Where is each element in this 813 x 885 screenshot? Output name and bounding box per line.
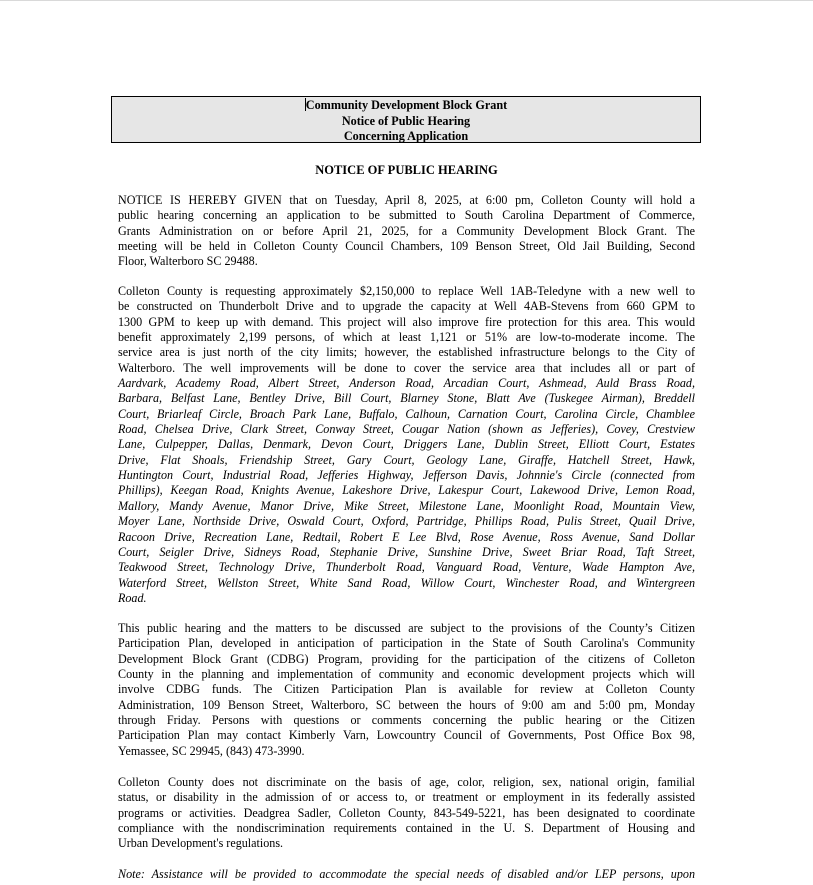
text-line: public hearing concerning an application to be submitted to South Carolina Department of Commerce, bbox=[118, 208, 695, 223]
paragraph-nondiscrimination bbox=[118, 775, 695, 852]
paragraph-hearing-notice bbox=[118, 193, 695, 270]
text-line: 1300 GPM to keep up with demand. This project will also improve fire protection for this area. This would bbox=[118, 314, 695, 329]
paragraph-project-description bbox=[118, 284, 695, 606]
text-line: Floor, Walterboro SC 29488. bbox=[118, 254, 258, 269]
text-line: This public hearing and the matters to be discussed are subject to the provisions of the County’s Citizen bbox=[118, 621, 695, 635]
street-list-line: Road, Chelsea Drive, Clark Street, Conway Street, Cougar Nation (shown as Jefferies), Covey, Crestview bbox=[118, 422, 695, 437]
header-line-2: Notice of Public Hearing bbox=[341, 113, 471, 128]
text-line: Yemassee, SC 29945, (843) 473-3990. bbox=[118, 743, 305, 758]
street-list-line: Teakwood Street, Technology Drive, Thunderbolt Road, Vanguard Road, Venture, Wade Hampton Ave, bbox=[118, 560, 695, 575]
street-list-line: Racoon Drive, Recreation Lane, Redtail, Robert E Lee Blvd, Rose Avenue, Ross Avenue, Sand Dollar bbox=[118, 529, 695, 544]
text-line: benefit approximately 2,199 persons, of which at least 1,121 or 51% are low-to-moderate income. The bbox=[118, 330, 695, 345]
street-list-line: Mallory, Mandy Avenue, Manor Drive, Mike Street, Milestone Lane, Moonlight Road, Mountain View, bbox=[118, 498, 695, 513]
street-list-line: Barbara, Belfast Lane, Bentley Drive, Bill Court, Blarney Stone, Blatt Ave (Tuskegee Airman), Breddell bbox=[118, 391, 695, 406]
text-line: Participation Plan may contact Kimberly Varn, Lowcountry Council of Governments, Post Office Box 98, bbox=[118, 728, 695, 743]
header-line-3: Concerning Application bbox=[343, 129, 469, 144]
street-list-line: Huntington Court, Industrial Road, Jefferies Highway, Jefferson Davis, Johnnie's Circle (connected from bbox=[118, 468, 695, 483]
street-list-line: Road. bbox=[118, 590, 147, 605]
street-list-line: Moyer Lane, Northside Drive, Oswald Court, Oxford, Partridge, Phillips Road, Pulis Street, Quail Drive, bbox=[118, 514, 695, 529]
notice-title: NOTICE OF PUBLIC HEARING bbox=[315, 163, 498, 177]
note-line: Note: Assistance will be provided to accommodate the special needs of disabled and/or LEP persons, upon bbox=[118, 867, 695, 881]
text-line: Urban Development's regulations. bbox=[118, 836, 284, 851]
paragraph-citizen-participation bbox=[118, 621, 695, 759]
page-top-border bbox=[0, 0, 813, 1]
paragraph-accessibility-note bbox=[118, 867, 695, 882]
street-list-line: Aardvark, Academy Road, Albert Street, Anderson Road, Arcadian Court, Ashmead, Auld Brass Road, bbox=[118, 376, 695, 391]
text-line: County in the planning and implementation of community and economic development projects which will bbox=[118, 667, 695, 682]
street-list-line: Phillips), Keegan Road, Knights Avenue, Lakeshore Drive, Lakespur Court, Lakewood Drive, Lemon Road, bbox=[118, 483, 695, 498]
document-header-box bbox=[111, 96, 701, 143]
street-list-line: Waterford Street, Wellston Street, White Sand Road, Willow Court, Winchester Road, and Wintergreen bbox=[118, 575, 695, 590]
street-list-line: Drive, Flat Shoals, Friendship Street, Gary Court, Geology Lane, Giraffe, Hatchell Street, Hawk, bbox=[118, 452, 695, 467]
street-list-line: Court, Seigler Drive, Sidneys Road, Stephanie Drive, Sunshine Drive, Sweet Briar Road, Taft Street, bbox=[118, 544, 695, 559]
text-line: status, or disability in the admission of or access to, or treatment or employment in its federally assisted bbox=[118, 790, 695, 805]
text-line: meeting will be held in Colleton County Council Chambers, 109 Benson Street, Old Jail Building, Second bbox=[118, 239, 695, 254]
text-line: Administration, 109 Benson Street, Walterboro, SC between the hours of 9:00 am and 5:00 pm, Monday bbox=[118, 697, 695, 712]
text-line: programs or activities. Deadgrea Sadler, Colleton County, 843-549-5221, has been designated to coordinate bbox=[118, 805, 695, 820]
text-line: involve CDBG funds. The Citizen Participation Plan is available for review at Colleton County bbox=[118, 682, 695, 697]
text-line: Colleton County does not discriminate on the basis of age, color, religion, sex, national origin, familial bbox=[118, 775, 695, 789]
text-line: Colleton County is requesting approximately $2,150,000 to replace Well 1AB-Teledyne with a new well to bbox=[118, 284, 695, 298]
text-line: Participation Plan, developed in anticipation of participation in the State of South Carolina's Community bbox=[118, 636, 695, 651]
text-line: Development Block Grant (CDBG) Program, providing for the participation of the citizens of Colleton bbox=[118, 651, 695, 666]
text-line: be constructed on Thunderbolt Drive and to upgrade the capacity at Well 4AB-Stevens from 660 GPM to bbox=[118, 299, 695, 314]
street-list-line: Lane, Culpepper, Dallas, Denmark, Devon Court, Driggers Lane, Dublin Street, Elliott Court, Estates bbox=[118, 437, 695, 452]
text-line: service area is just north of the city limits; however, the established infrastructure belongs to the City of bbox=[118, 345, 695, 360]
text-line: NOTICE IS HEREBY GIVEN that on Tuesday, April 8, 2025, at 6:00 pm, Colleton County will hold a bbox=[118, 193, 695, 207]
text-line: Walterboro. The well improvements will be done to cover the service area that includes all or part of bbox=[118, 360, 695, 375]
text-line: through Friday. Persons with questions or comments concerning the public hearing or the Citizen bbox=[118, 713, 695, 728]
text-line: compliance with the nondiscrimination requirements contained in the U. S. Department of Housing and bbox=[118, 821, 695, 836]
header-line-1 bbox=[112, 98, 700, 114]
text-line: Grants Administration on or before April 21, 2025, for a Community Development Block Grant. The bbox=[118, 223, 695, 238]
header-line-1-text: Community Development Block Grant bbox=[305, 98, 508, 112]
street-list-line: Court, Briarleaf Circle, Broach Park Lane, Buffalo, Calhoun, Carnation Court, Carolina Circle, Chamblee bbox=[118, 406, 695, 421]
